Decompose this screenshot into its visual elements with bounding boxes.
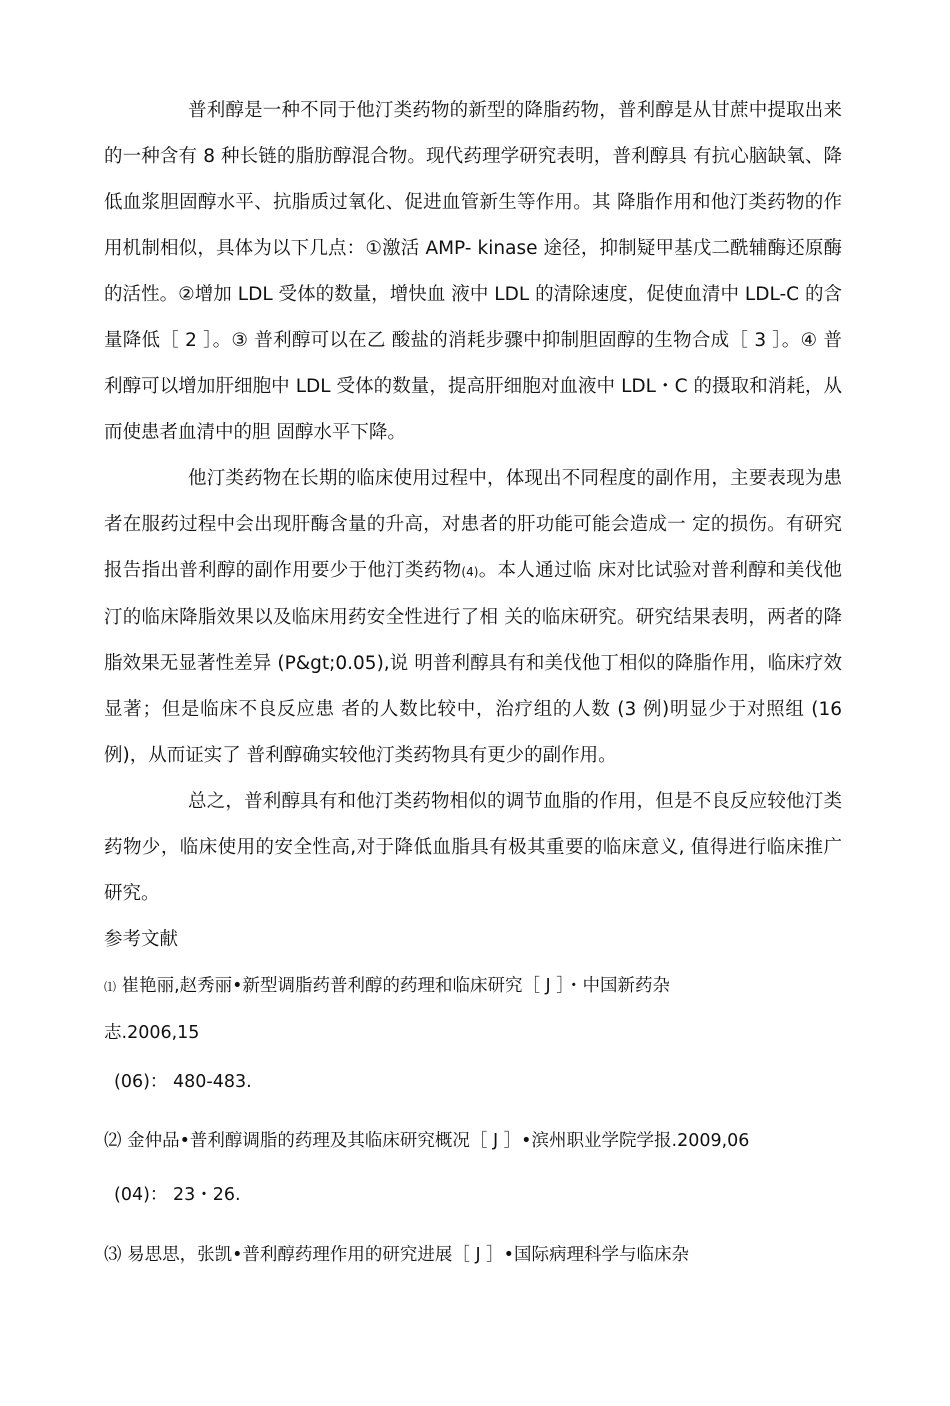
paragraph-conclusion: 总之，普利醇具有和他汀类药物相似的调节血脂的作用，但是不良反应较他汀类药物少，临床使用的安全性高,对于降低血脂具有极其重要的临床意义, 值得进行临床推广研究。 [104,791,842,904]
reference-1 [104,963,842,1108]
reference-2-text: 金仲品•普利醇调脂的药理及其临床研究概况［ J ］•滨州职业学院学报.2009,06 [127,1131,750,1151]
reference-1-line-2: 志.2006,15 [104,1023,200,1043]
reference-3-line-1 [104,1232,842,1278]
reference-1-line-1 [104,963,842,1010]
citation-mark: (4) [461,565,479,579]
reference-2-line-1 [104,1118,842,1164]
reference-2 [104,1118,842,1226]
reference-2-pages: (04)： 23・26. [114,1185,241,1205]
paragraph-side-effects [104,456,842,779]
reference-1-marker: ⑴ [104,980,117,994]
reference-3-text: 易思思，张凯•普利醇药理作用的研究进展［ J ］•国际病理科学与临床杂 [127,1245,690,1265]
reference-1-pages: (06)： 480-483. [114,1072,252,1092]
reference-1-text: 崔艳丽,赵秀丽•新型调脂药普利醇的药理和临床研究［ J ］・中国新药杂 [121,976,671,996]
document-page [104,88,842,1278]
reference-2-marker: ⑵ [104,1131,122,1151]
paragraph-side-effects-part-2: 。本人通过临 床对比试验对普利醇和美伐他汀的临床降脂效果以及临床用药安全性进行了相 关的临床研究。研究结果表明，两者的降脂效果无显著性差异 (P&gt;0.05),说 明普利醇具有和美伐他丁相似的降脂作用，临床疗效显著；但是临床不良反应患 者的人数比较中，治疗组的人数 (3 例)明显少于对照组 (16 例)，从而证实了 普利醇确实较他汀类药物具有更少的副作用。 [104,560,842,766]
reference-3 [104,1232,842,1278]
paragraph-side-effects-part-1: 他汀类药物在长期的临床使用过程中，体现出不同程度的副作用，主要表现为患者在服药过程中会出现肝酶含量的升高，对患者的肝功能可能会造成一 定的损伤。有研究报告指出普利醇的副作用要少于他汀类药物 [104,468,842,581]
reference-3-marker: ⑶ [104,1245,122,1265]
references-heading: 参考文献 [104,929,179,950]
paragraph-mechanism: 普利醇是一种不同于他汀类药物的新型的降脂药物，普利醇是从甘蔗中提取出来的一种含有 8 种长链的脂肪醇混合物。现代药理学研究表明，普利醇具 有抗心脑缺氧、降低血浆胆固醇水平、抗脂质过氧化、促进血管新生等作用。其 降脂作用和他汀类药物的作用机制相似，具体为以下几点：①激活 AMP- kinase 途径，抑制疑甲基戊二酰辅酶还原酶的活性。②增加 LDL 受体的数量，增快血 液中 LDL 的清除速度，促使血清中 LDL-C 的含量降低［ 2 ］。③ 普利醇可以在乙 酸盐的消耗步骤中抑制胆固醇的生物合成［ 3 ］。④ 普利醇可以增加肝细胞中 LDL 受体的数量，提高肝细胞对血液中 LDL・C 的摄取和消耗，从而使患者血清中的胆 固醇水平下降。 [104,100,842,443]
